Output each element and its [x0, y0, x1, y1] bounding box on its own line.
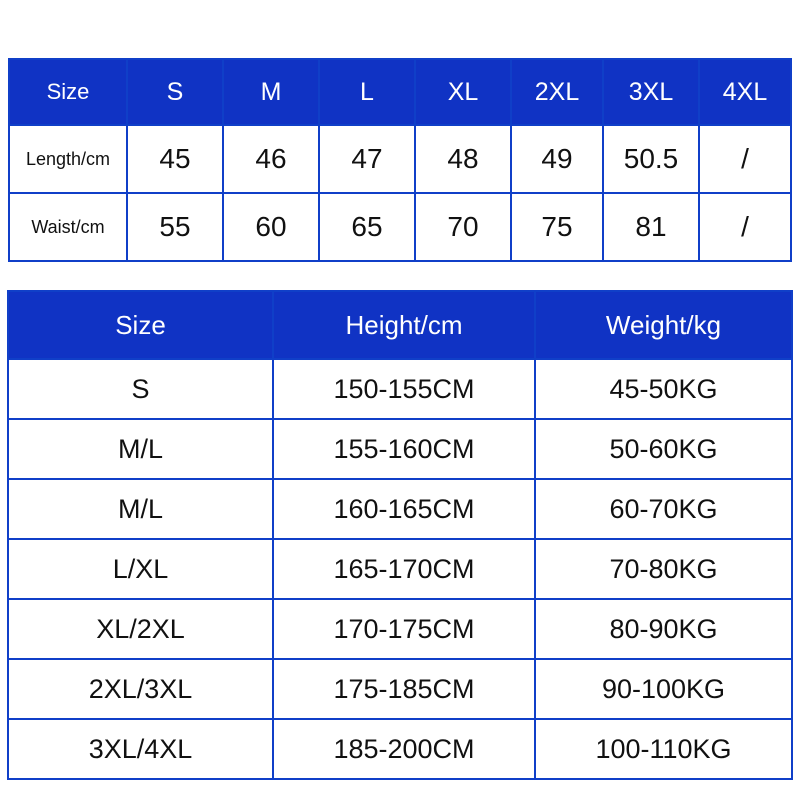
row-label-length: Length/cm: [9, 125, 127, 193]
length-4xl: /: [699, 125, 791, 193]
table-row: [8, 539, 792, 599]
length-m: 46: [223, 125, 319, 193]
rec-size-6: 2XL/3XL: [8, 659, 273, 719]
measurements-table-head: [9, 59, 791, 125]
measurements-header-s: S: [127, 59, 223, 125]
rec-size-3: M/L: [8, 479, 273, 539]
waist-m: 60: [223, 193, 319, 261]
table-row: [8, 719, 792, 779]
recommendation-header-height: Height/cm: [273, 291, 535, 359]
recommendation-table: [7, 290, 793, 780]
table-header-row: [8, 291, 792, 359]
table-row: [8, 359, 792, 419]
waist-s: 55: [127, 193, 223, 261]
rec-size-2: M/L: [8, 419, 273, 479]
rec-height-5: 170-175CM: [273, 599, 535, 659]
recommendation-table-head: [8, 291, 792, 359]
measurements-header-m: M: [223, 59, 319, 125]
table-row: [8, 659, 792, 719]
measurements-header-2xl: 2XL: [511, 59, 603, 125]
rec-weight-3: 60-70KG: [535, 479, 792, 539]
table-header-row: [9, 59, 791, 125]
measurements-header-4xl: 4XL: [699, 59, 791, 125]
waist-xl: 70: [415, 193, 511, 261]
rec-weight-1: 45-50KG: [535, 359, 792, 419]
length-s: 45: [127, 125, 223, 193]
waist-4xl: /: [699, 193, 791, 261]
length-xl: 48: [415, 125, 511, 193]
measurements-header-xl: XL: [415, 59, 511, 125]
recommendation-header-size: Size: [8, 291, 273, 359]
measurements-header-size: Size: [9, 59, 127, 125]
rec-size-1: S: [8, 359, 273, 419]
table-row: [8, 479, 792, 539]
length-2xl: 49: [511, 125, 603, 193]
rec-weight-4: 70-80KG: [535, 539, 792, 599]
rec-weight-7: 100-110KG: [535, 719, 792, 779]
table-row: [9, 125, 791, 193]
recommendation-table-body: [8, 359, 792, 779]
rec-height-2: 155-160CM: [273, 419, 535, 479]
table-row: [9, 193, 791, 261]
measurements-table: [8, 58, 792, 262]
rec-weight-2: 50-60KG: [535, 419, 792, 479]
row-label-waist: Waist/cm: [9, 193, 127, 261]
rec-weight-6: 90-100KG: [535, 659, 792, 719]
rec-size-4: L/XL: [8, 539, 273, 599]
length-l: 47: [319, 125, 415, 193]
table-row: [8, 419, 792, 479]
rec-size-7: 3XL/4XL: [8, 719, 273, 779]
measurements-header-3xl: 3XL: [603, 59, 699, 125]
table-row: [8, 599, 792, 659]
length-3xl: 50.5: [603, 125, 699, 193]
rec-height-6: 175-185CM: [273, 659, 535, 719]
rec-height-3: 160-165CM: [273, 479, 535, 539]
measurements-header-l: L: [319, 59, 415, 125]
rec-height-1: 150-155CM: [273, 359, 535, 419]
waist-2xl: 75: [511, 193, 603, 261]
rec-height-7: 185-200CM: [273, 719, 535, 779]
measurements-table-body: [9, 125, 791, 261]
rec-size-5: XL/2XL: [8, 599, 273, 659]
recommendation-header-weight: Weight/kg: [535, 291, 792, 359]
waist-l: 65: [319, 193, 415, 261]
waist-3xl: 81: [603, 193, 699, 261]
rec-height-4: 165-170CM: [273, 539, 535, 599]
rec-weight-5: 80-90KG: [535, 599, 792, 659]
